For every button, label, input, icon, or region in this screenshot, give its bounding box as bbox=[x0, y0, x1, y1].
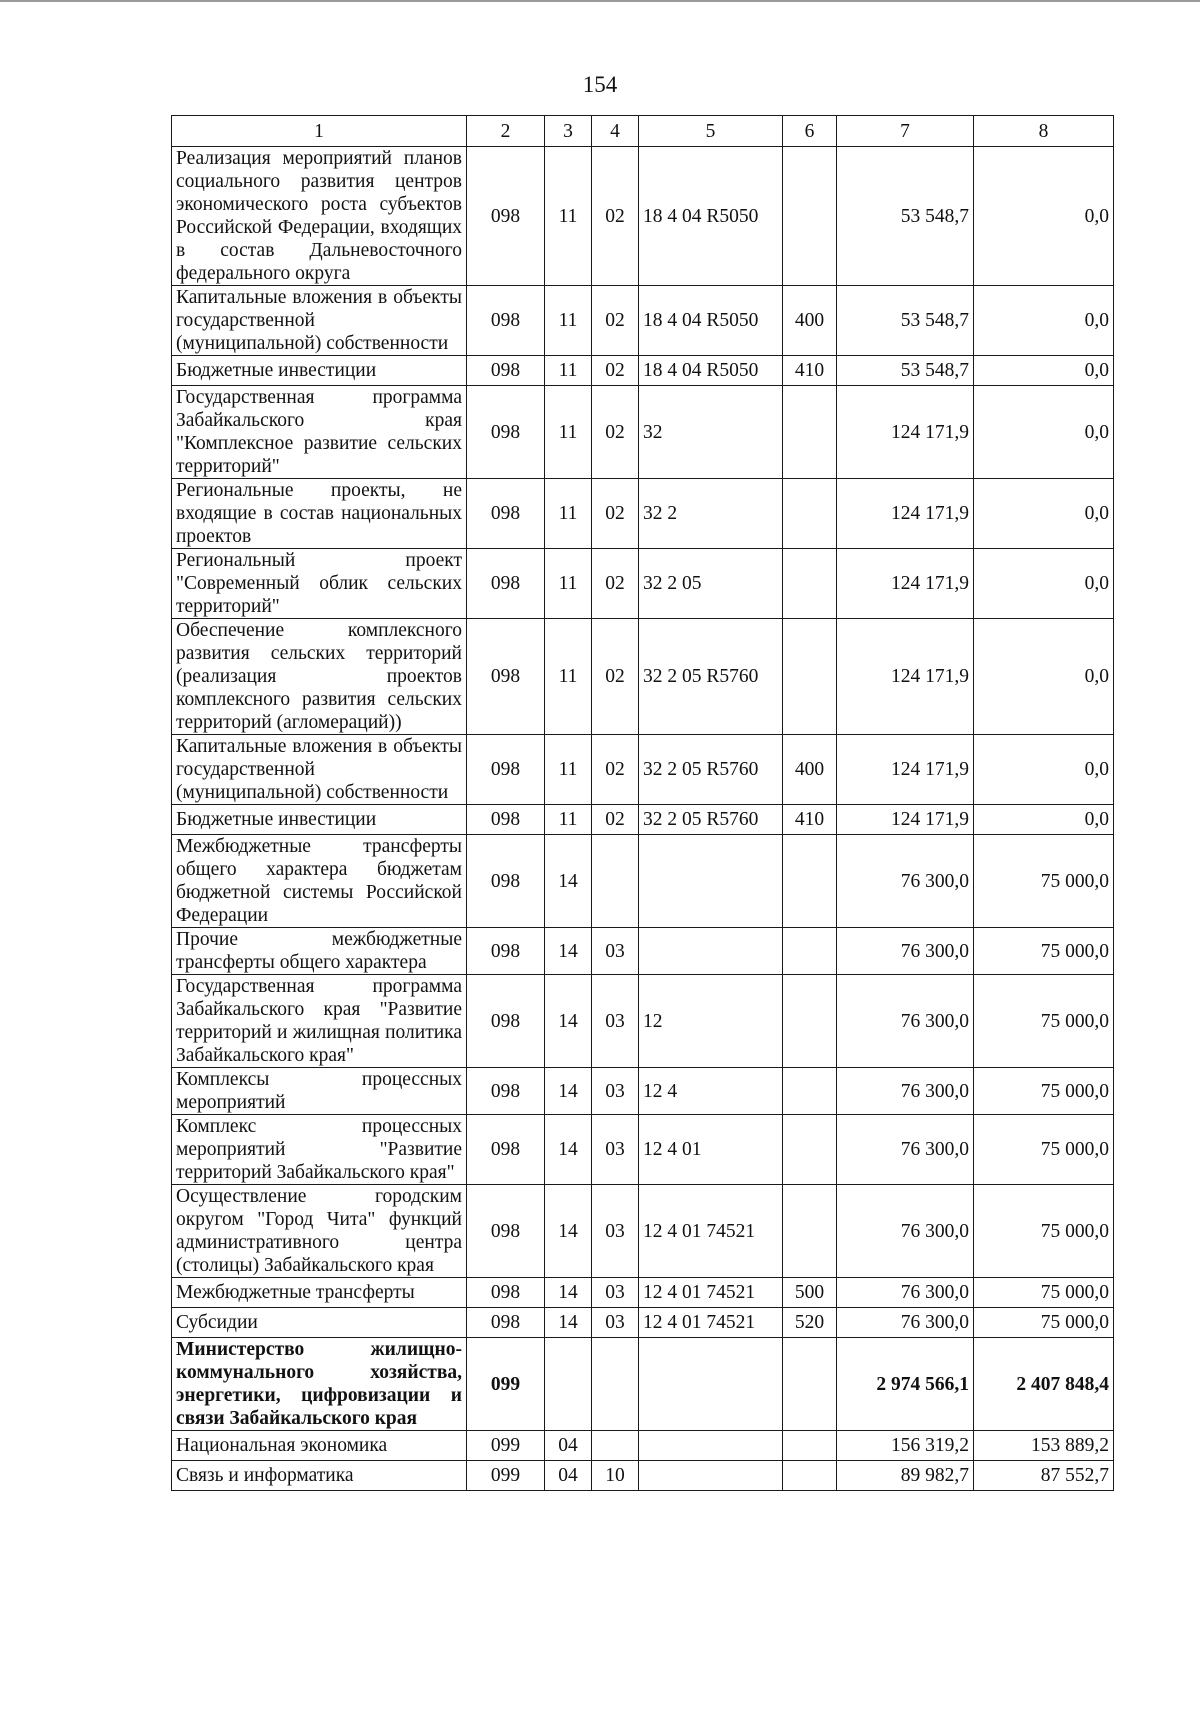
target-article-cell: 18 4 04 R5050 bbox=[639, 286, 783, 356]
expense-type-cell: 410 bbox=[783, 805, 837, 835]
section-cell: 11 bbox=[545, 805, 592, 835]
row-name-cell: Прочие межбюджетные трансферты общего характера bbox=[172, 928, 467, 975]
column-header: 2 bbox=[467, 116, 545, 147]
section-cell: 14 bbox=[545, 1115, 592, 1185]
expense-type-cell bbox=[783, 835, 837, 928]
table-row bbox=[172, 1461, 1114, 1491]
row-name-cell: Обеспечение комплексного развития сельских территорий (реализация проектов комплексного развития сельских территорий (агломераций)) bbox=[172, 619, 467, 735]
amount-year2-cell: 0,0 bbox=[974, 356, 1114, 386]
table-row bbox=[172, 1338, 1114, 1431]
row-name-cell: Связь и информатика bbox=[172, 1461, 467, 1491]
amount-year2-cell: 0,0 bbox=[974, 735, 1114, 805]
amount-year2-cell: 0,0 bbox=[974, 549, 1114, 619]
amount-year1-cell: 124 171,9 bbox=[837, 549, 974, 619]
table-row bbox=[172, 1185, 1114, 1278]
admin-code-cell: 098 bbox=[467, 735, 545, 805]
table-row bbox=[172, 386, 1114, 479]
amount-year2-cell: 75 000,0 bbox=[974, 1068, 1114, 1115]
row-name-cell: Государственная программа Забайкальского края "Комплексное развитие сельских территорий" bbox=[172, 386, 467, 479]
target-article-cell bbox=[639, 928, 783, 975]
row-name-cell: Межбюджетные трансферты общего характера бюджетам бюджетной системы Российской Федерации bbox=[172, 835, 467, 928]
amount-year2-cell: 75 000,0 bbox=[974, 928, 1114, 975]
target-article-cell bbox=[639, 1338, 783, 1431]
admin-code-cell: 098 bbox=[467, 479, 545, 549]
row-name-cell: Региональный проект "Современный облик сельских территорий" bbox=[172, 549, 467, 619]
table-row bbox=[172, 1431, 1114, 1461]
amount-year1-cell: 76 300,0 bbox=[837, 1115, 974, 1185]
expense-type-cell: 410 bbox=[783, 356, 837, 386]
target-article-cell: 12 4 bbox=[639, 1068, 783, 1115]
admin-code-cell: 098 bbox=[467, 1068, 545, 1115]
amount-year1-cell: 53 548,7 bbox=[837, 356, 974, 386]
expense-type-cell bbox=[783, 619, 837, 735]
table-row bbox=[172, 147, 1114, 286]
admin-code-cell: 098 bbox=[467, 386, 545, 479]
amount-year2-cell: 75 000,0 bbox=[974, 1115, 1114, 1185]
section-cell: 11 bbox=[545, 549, 592, 619]
subsection-cell: 03 bbox=[592, 1308, 639, 1338]
table-body bbox=[172, 147, 1114, 1491]
section-cell: 11 bbox=[545, 356, 592, 386]
subsection-cell: 02 bbox=[592, 386, 639, 479]
amount-year2-cell: 0,0 bbox=[974, 805, 1114, 835]
row-name-cell: Министерство жилищно-коммунального хозяйства, энергетики, цифровизации и связи Забайкальского края bbox=[172, 1338, 467, 1431]
subsection-cell: 02 bbox=[592, 619, 639, 735]
amount-year2-cell: 2 407 848,4 bbox=[974, 1338, 1114, 1431]
expense-type-cell: 400 bbox=[783, 286, 837, 356]
admin-code-cell: 098 bbox=[467, 1308, 545, 1338]
expense-type-cell bbox=[783, 147, 837, 286]
subsection-cell: 03 bbox=[592, 975, 639, 1068]
admin-code-cell: 098 bbox=[467, 928, 545, 975]
subsection-cell: 02 bbox=[592, 805, 639, 835]
expense-type-cell bbox=[783, 928, 837, 975]
row-name-cell: Бюджетные инвестиции bbox=[172, 356, 467, 386]
row-name-cell: Государственная программа Забайкальского края "Развитие территорий и жилищная политика Забайкальского края" bbox=[172, 975, 467, 1068]
amount-year2-cell: 0,0 bbox=[974, 386, 1114, 479]
subsection-cell: 02 bbox=[592, 735, 639, 805]
admin-code-cell: 099 bbox=[467, 1338, 545, 1431]
amount-year1-cell: 89 982,7 bbox=[837, 1461, 974, 1491]
row-name-cell: Осуществление городским округом "Город Чита" функций административного центра (столицы) Забайкальского края bbox=[172, 1185, 467, 1278]
target-article-cell: 32 2 05 R5760 bbox=[639, 735, 783, 805]
table-row bbox=[172, 1308, 1114, 1338]
target-article-cell bbox=[639, 835, 783, 928]
section-cell: 14 bbox=[545, 1278, 592, 1308]
amount-year1-cell: 124 171,9 bbox=[837, 735, 974, 805]
subsection-cell: 10 bbox=[592, 1461, 639, 1491]
table-row bbox=[172, 479, 1114, 549]
amount-year2-cell: 0,0 bbox=[974, 619, 1114, 735]
subsection-cell bbox=[592, 1338, 639, 1431]
table-row bbox=[172, 928, 1114, 975]
subsection-cell: 02 bbox=[592, 147, 639, 286]
subsection-cell: 02 bbox=[592, 286, 639, 356]
table-row bbox=[172, 619, 1114, 735]
section-cell: 11 bbox=[545, 735, 592, 805]
expense-type-cell bbox=[783, 1068, 837, 1115]
subsection-cell: 03 bbox=[592, 1068, 639, 1115]
section-cell: 14 bbox=[545, 1068, 592, 1115]
amount-year2-cell: 75 000,0 bbox=[974, 835, 1114, 928]
target-article-cell: 12 bbox=[639, 975, 783, 1068]
section-cell: 11 bbox=[545, 286, 592, 356]
amount-year1-cell: 76 300,0 bbox=[837, 928, 974, 975]
amount-year2-cell: 153 889,2 bbox=[974, 1431, 1114, 1461]
amount-year1-cell: 124 171,9 bbox=[837, 619, 974, 735]
table-row bbox=[172, 805, 1114, 835]
subsection-cell bbox=[592, 835, 639, 928]
admin-code-cell: 098 bbox=[467, 619, 545, 735]
amount-year2-cell: 75 000,0 bbox=[974, 1308, 1114, 1338]
expense-type-cell bbox=[783, 1185, 837, 1278]
amount-year2-cell: 75 000,0 bbox=[974, 1185, 1114, 1278]
expense-type-cell bbox=[783, 479, 837, 549]
subsection-cell: 02 bbox=[592, 356, 639, 386]
subsection-cell: 03 bbox=[592, 1278, 639, 1308]
section-cell: 14 bbox=[545, 928, 592, 975]
amount-year1-cell: 124 171,9 bbox=[837, 479, 974, 549]
section-cell: 14 bbox=[545, 835, 592, 928]
expense-type-cell bbox=[783, 1461, 837, 1491]
table-row bbox=[172, 549, 1114, 619]
admin-code-cell: 098 bbox=[467, 549, 545, 619]
section-cell: 11 bbox=[545, 479, 592, 549]
amount-year1-cell: 53 548,7 bbox=[837, 147, 974, 286]
target-article-cell: 32 2 05 R5760 bbox=[639, 619, 783, 735]
admin-code-cell: 098 bbox=[467, 286, 545, 356]
amount-year1-cell: 76 300,0 bbox=[837, 835, 974, 928]
amount-year1-cell: 156 319,2 bbox=[837, 1431, 974, 1461]
section-cell: 14 bbox=[545, 1185, 592, 1278]
subsection-cell: 02 bbox=[592, 479, 639, 549]
amount-year1-cell: 53 548,7 bbox=[837, 286, 974, 356]
amount-year1-cell: 76 300,0 bbox=[837, 975, 974, 1068]
section-cell: 14 bbox=[545, 975, 592, 1068]
table-row bbox=[172, 835, 1114, 928]
target-article-cell: 18 4 04 R5050 bbox=[639, 356, 783, 386]
scan-edge bbox=[0, 0, 1200, 2]
column-header: 3 bbox=[545, 116, 592, 147]
target-article-cell: 32 2 05 bbox=[639, 549, 783, 619]
admin-code-cell: 098 bbox=[467, 1185, 545, 1278]
expense-type-cell bbox=[783, 549, 837, 619]
expense-type-cell: 400 bbox=[783, 735, 837, 805]
target-article-cell: 12 4 01 bbox=[639, 1115, 783, 1185]
table-row bbox=[172, 1115, 1114, 1185]
target-article-cell: 12 4 01 74521 bbox=[639, 1308, 783, 1338]
row-name-cell: Национальная экономика bbox=[172, 1431, 467, 1461]
row-name-cell: Межбюджетные трансферты bbox=[172, 1278, 467, 1308]
expense-type-cell bbox=[783, 975, 837, 1068]
page-number: 154 bbox=[582, 72, 618, 97]
column-header: 5 bbox=[639, 116, 783, 147]
target-article-cell: 32 2 bbox=[639, 479, 783, 549]
subsection-cell: 03 bbox=[592, 1115, 639, 1185]
amount-year1-cell: 76 300,0 bbox=[837, 1278, 974, 1308]
amount-year1-cell: 76 300,0 bbox=[837, 1308, 974, 1338]
expense-type-cell: 520 bbox=[783, 1308, 837, 1338]
admin-code-cell: 099 bbox=[467, 1461, 545, 1491]
expense-type-cell bbox=[783, 1431, 837, 1461]
admin-code-cell: 098 bbox=[467, 835, 545, 928]
admin-code-cell: 098 bbox=[467, 1278, 545, 1308]
amount-year1-cell: 124 171,9 bbox=[837, 386, 974, 479]
column-header: 7 bbox=[837, 116, 974, 147]
expense-type-cell: 500 bbox=[783, 1278, 837, 1308]
admin-code-cell: 098 bbox=[467, 975, 545, 1068]
row-name-cell: Комплексы процессных мероприятий bbox=[172, 1068, 467, 1115]
amount-year2-cell: 87 552,7 bbox=[974, 1461, 1114, 1491]
amount-year2-cell: 0,0 bbox=[974, 286, 1114, 356]
target-article-cell: 18 4 04 R5050 bbox=[639, 147, 783, 286]
column-header: 8 bbox=[974, 116, 1114, 147]
target-article-cell: 12 4 01 74521 bbox=[639, 1278, 783, 1308]
section-cell: 04 bbox=[545, 1461, 592, 1491]
amount-year2-cell: 75 000,0 bbox=[974, 975, 1114, 1068]
row-name-cell: Капитальные вложения в объекты государственной (муниципальной) собственности bbox=[172, 286, 467, 356]
amount-year1-cell: 2 974 566,1 bbox=[837, 1338, 974, 1431]
row-name-cell: Комплекс процессных мероприятий "Развитие территорий Забайкальского края" bbox=[172, 1115, 467, 1185]
budget-table bbox=[171, 115, 1114, 1491]
table-row bbox=[172, 975, 1114, 1068]
section-cell: 11 bbox=[545, 386, 592, 479]
expense-type-cell bbox=[783, 386, 837, 479]
amount-year1-cell: 124 171,9 bbox=[837, 805, 974, 835]
target-article-cell: 32 2 05 R5760 bbox=[639, 805, 783, 835]
table-row bbox=[172, 1068, 1114, 1115]
target-article-cell bbox=[639, 1461, 783, 1491]
table-header-row bbox=[172, 116, 1114, 147]
admin-code-cell: 098 bbox=[467, 147, 545, 286]
amount-year2-cell: 0,0 bbox=[974, 147, 1114, 286]
admin-code-cell: 098 bbox=[467, 356, 545, 386]
section-cell: 11 bbox=[545, 619, 592, 735]
target-article-cell: 12 4 01 74521 bbox=[639, 1185, 783, 1278]
column-header: 1 bbox=[172, 116, 467, 147]
row-name-cell: Субсидии bbox=[172, 1308, 467, 1338]
table-row bbox=[172, 286, 1114, 356]
section-cell: 04 bbox=[545, 1431, 592, 1461]
subsection-cell: 03 bbox=[592, 1185, 639, 1278]
row-name-cell: Реализация мероприятий планов социального развития центров экономического роста субъектов Российской Федерации, входящих в состав Дальневосточного федерального округа bbox=[172, 147, 467, 286]
column-header: 4 bbox=[592, 116, 639, 147]
subsection-cell bbox=[592, 1431, 639, 1461]
admin-code-cell: 099 bbox=[467, 1431, 545, 1461]
subsection-cell: 03 bbox=[592, 928, 639, 975]
table-row bbox=[172, 356, 1114, 386]
admin-code-cell: 098 bbox=[467, 1115, 545, 1185]
section-cell: 11 bbox=[545, 147, 592, 286]
column-header: 6 bbox=[783, 116, 837, 147]
row-name-cell: Бюджетные инвестиции bbox=[172, 805, 467, 835]
subsection-cell: 02 bbox=[592, 549, 639, 619]
target-article-cell bbox=[639, 1431, 783, 1461]
expense-type-cell bbox=[783, 1338, 837, 1431]
section-cell: 14 bbox=[545, 1308, 592, 1338]
amount-year1-cell: 76 300,0 bbox=[837, 1185, 974, 1278]
row-name-cell: Региональные проекты, не входящие в состав национальных проектов bbox=[172, 479, 467, 549]
section-cell bbox=[545, 1338, 592, 1431]
admin-code-cell: 098 bbox=[467, 805, 545, 835]
amount-year2-cell: 0,0 bbox=[974, 479, 1114, 549]
target-article-cell: 32 bbox=[639, 386, 783, 479]
amount-year2-cell: 75 000,0 bbox=[974, 1278, 1114, 1308]
row-name-cell: Капитальные вложения в объекты государственной (муниципальной) собственности bbox=[172, 735, 467, 805]
table-row bbox=[172, 1278, 1114, 1308]
amount-year1-cell: 76 300,0 bbox=[837, 1068, 974, 1115]
expense-type-cell bbox=[783, 1115, 837, 1185]
table-row bbox=[172, 735, 1114, 805]
